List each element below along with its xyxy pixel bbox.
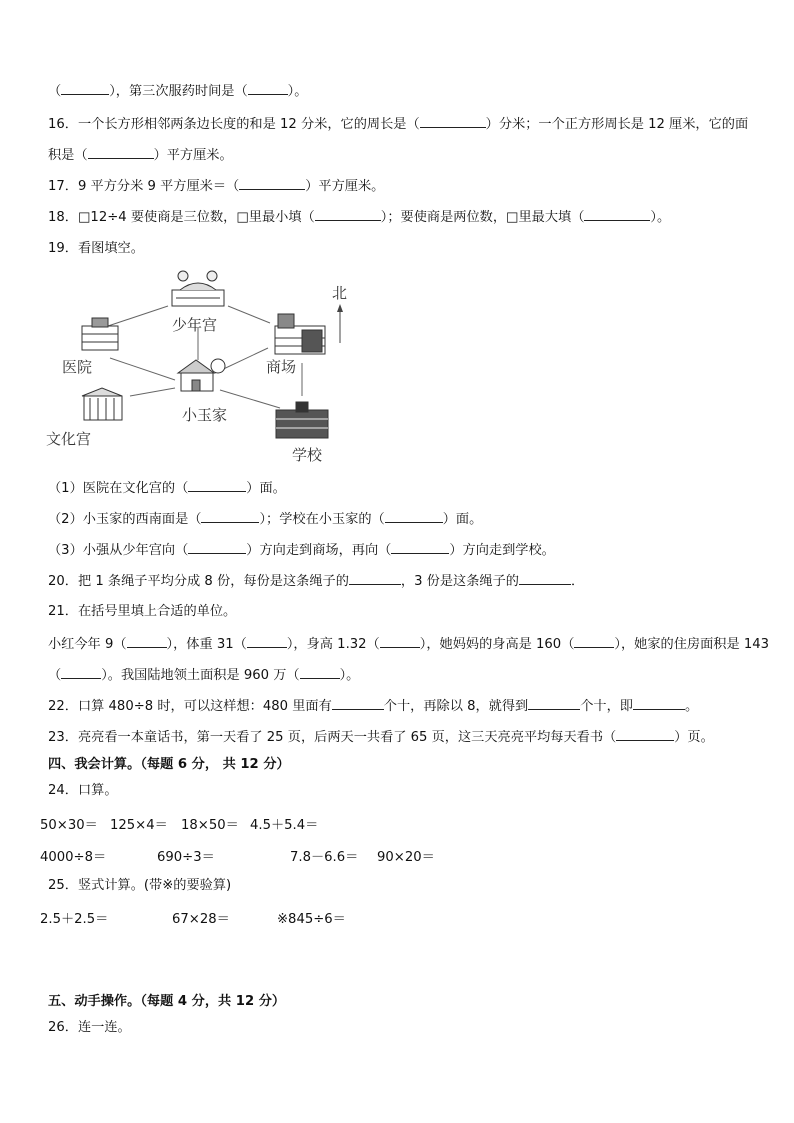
text: 17．9 平方分米 9 平方厘米＝（: [48, 179, 240, 194]
question-25-title: 25．竖式计算。(带※的要验算): [48, 878, 232, 893]
text: ）面。: [246, 481, 286, 496]
question-17: [48, 177, 384, 196]
text: ）。: [339, 668, 360, 683]
answer-blank[interactable]: [633, 697, 685, 710]
oral-calc-item: 4.5＋5.4＝: [250, 818, 319, 833]
route-palace-mall: [228, 306, 270, 323]
question-21-line-2: [48, 666, 359, 685]
text: ）。: [287, 84, 308, 99]
hospital-label: 医院: [62, 358, 93, 376]
text: ）；学校在小玉家的（: [259, 512, 385, 527]
school-label: 学校: [292, 446, 323, 464]
answer-blank[interactable]: [247, 635, 287, 648]
palace-icon: [172, 271, 224, 306]
text: ），她妈妈的身高是 160（: [419, 637, 575, 652]
answer-blank[interactable]: [574, 635, 614, 648]
answer-blank[interactable]: [239, 177, 305, 190]
answer-blank[interactable]: [61, 82, 109, 95]
text: ）。我国陆地领土面积是 960 万（: [101, 668, 300, 683]
text: ），体重 31（: [166, 637, 247, 652]
text: 23．亮亮看一本童话书，第一天看了 25 页，后两天一共看了 65 页，这三天亮亮平均每天看书（: [48, 730, 617, 745]
answer-blank[interactable]: [584, 208, 650, 221]
section-4-heading: 四、我会计算。（每题 6 分， 共 12 分）: [48, 757, 290, 772]
question-24-title: 24．口算。: [48, 783, 118, 798]
question-18: [48, 208, 670, 227]
oral-calc-item: 7.8－6.6＝: [290, 850, 359, 865]
text: ）方向走到学校。: [449, 543, 555, 558]
question-19-sub-2: [48, 510, 482, 529]
question-16-line-1: [48, 115, 748, 134]
text: （2）小玉家的西南面是（: [48, 512, 202, 527]
text: 个十，再除以 8，就得到: [383, 699, 529, 714]
answer-blank[interactable]: [332, 697, 384, 710]
text: 18．□12÷4 要使商是三位数，□里最小填（: [48, 210, 315, 225]
text: ），身高 1.32（: [286, 637, 380, 652]
answer-blank[interactable]: [300, 666, 340, 679]
answer-blank[interactable]: [315, 208, 381, 221]
route-hospital-palace: [108, 306, 168, 326]
vertical-calc-item: 67×28＝: [172, 912, 230, 927]
text: ）。: [650, 210, 671, 225]
north-arrow: [332, 284, 347, 343]
answer-blank[interactable]: [248, 82, 288, 95]
question-19-sub-1: [48, 479, 286, 498]
text: 小红今年 9（: [48, 637, 127, 652]
text: 16．一个长方形相邻两条边长度的和是 12 分米，它的周长是（: [48, 117, 420, 132]
question-20: [48, 572, 584, 591]
oral-calc-item: 690÷3＝: [157, 850, 215, 865]
route-culture-home: [130, 388, 175, 396]
oral-calc-item: 50×30＝: [40, 818, 98, 833]
question-26: 26．连一连。: [48, 1020, 131, 1035]
text: （3）小强从少年宫向（: [48, 543, 189, 558]
mall-icon: [275, 314, 325, 354]
oral-calc-item: 18×50＝: [181, 818, 239, 833]
answer-blank[interactable]: [391, 541, 449, 554]
answer-blank[interactable]: [616, 728, 674, 741]
answer-blank[interactable]: [349, 572, 401, 585]
mall-label: 商场: [266, 358, 297, 376]
text: 22．口算 480÷8 时，可以这样想：480 里面有: [48, 699, 332, 714]
text: 。: [684, 699, 699, 714]
q15-tail: [48, 82, 307, 101]
direction-map: [40, 268, 348, 468]
question-19-title: 19．看图填空。: [48, 241, 144, 256]
question-21-line-1: [48, 635, 769, 654]
text: （1）医院在文化宫的（: [48, 481, 189, 496]
answer-blank[interactable]: [61, 666, 101, 679]
culture-palace-icon: [82, 388, 122, 420]
oral-calc-item: 4000÷8＝: [40, 850, 107, 865]
north-label: 北: [332, 284, 348, 302]
route-home-school: [220, 390, 280, 408]
question-21-title: 21．在括号里填上合适的单位。: [48, 604, 237, 619]
answer-blank[interactable]: [88, 146, 154, 159]
question-16-line-2: [48, 146, 233, 165]
answer-blank[interactable]: [188, 541, 246, 554]
text: 个十，即: [580, 699, 633, 714]
text: ）；要使商是两位数，□里最大填（: [380, 210, 585, 225]
answer-blank[interactable]: [519, 572, 571, 585]
oral-calc-item: 125×4＝: [110, 818, 168, 833]
question-23: [48, 728, 714, 747]
text: 积是（: [48, 148, 88, 163]
text: （: [48, 668, 62, 683]
answer-blank[interactable]: [127, 635, 167, 648]
text: （: [48, 84, 62, 99]
answer-blank[interactable]: [188, 479, 246, 492]
text: ）分米；一个正方形周长是 12 厘米，它的面: [485, 117, 749, 132]
answer-blank[interactable]: [528, 697, 580, 710]
text: ），第三次服药时间是（: [109, 84, 248, 99]
oral-calc-item: 90×20＝: [377, 850, 435, 865]
section-5-heading: 五、动手操作。（每题 4 分，共 12 分）: [48, 994, 286, 1009]
text: ）平方厘米。: [305, 179, 385, 194]
hospital-icon: [82, 318, 118, 350]
text: ）平方厘米。: [153, 148, 233, 163]
text: ）面。: [442, 512, 483, 527]
text: ），她家的住房面积是 143: [614, 637, 770, 652]
text: 20．把 1 条绳子平均分成 8 份，每份是这条绳子的: [48, 574, 349, 589]
text: ）方向走到商场，再向（: [246, 543, 392, 558]
question-22: [48, 697, 698, 716]
answer-blank[interactable]: [385, 510, 443, 523]
answer-blank[interactable]: [201, 510, 259, 523]
text: ）页。: [674, 730, 714, 745]
home-label: 小玉家: [182, 406, 228, 424]
text: ．: [570, 574, 585, 589]
question-19-sub-3: [48, 541, 555, 560]
palace-label: 少年宫: [172, 316, 218, 334]
route-hospital-home: [110, 358, 175, 380]
vertical-calc-item: ※845÷6＝: [277, 912, 346, 927]
answer-blank[interactable]: [380, 635, 420, 648]
culture-palace-label: 文化宫: [46, 430, 92, 448]
text: ，3 份是这条绳子的: [400, 574, 519, 589]
school-icon: [276, 402, 328, 438]
home-icon: [178, 359, 225, 391]
answer-blank[interactable]: [420, 115, 486, 128]
vertical-calc-item: 2.5＋2.5＝: [40, 912, 109, 927]
